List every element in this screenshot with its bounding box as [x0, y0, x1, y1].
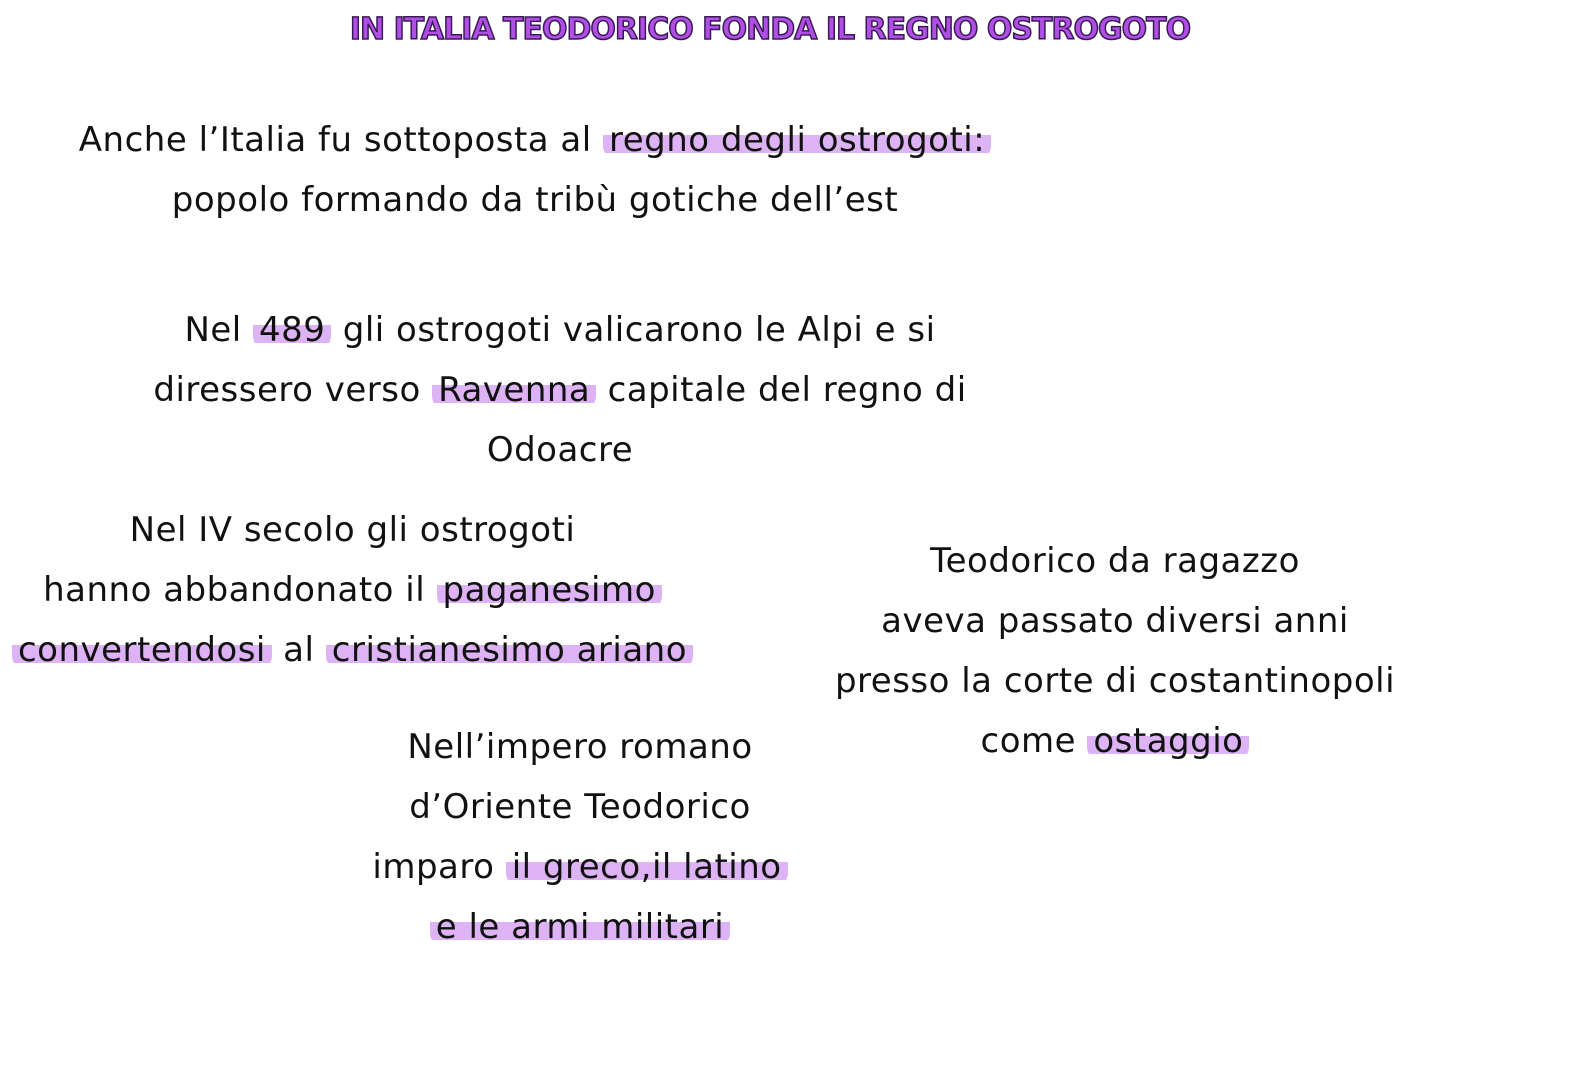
text-segment: come [980, 721, 1088, 761]
text-line [40, 110, 1030, 170]
highlighted-text: Ravenna [432, 370, 596, 410]
text-line: Nell’impero romano [407, 727, 753, 767]
text-segment: imparo [372, 847, 506, 887]
highlighted-text: regno degli ostrogoti: [603, 120, 991, 160]
text-line: aveva passato diversi anni [881, 601, 1349, 641]
text-segment: gli ostrogoti valicarono le Alpi e si [331, 310, 936, 350]
highlighted-text: paganesimo [437, 570, 662, 610]
text-line [340, 837, 820, 897]
text-line [100, 300, 1020, 360]
highlighted-text: e le armi militari [430, 907, 731, 947]
page-title: IN ITALIA TEODORICO FONDA IL REGNO OSTROGOTO [349, 12, 1191, 47]
text-line [340, 897, 820, 957]
paragraph-489-alpi [100, 300, 1020, 480]
text-line [0, 560, 705, 620]
highlighted-text: 489 [253, 310, 331, 350]
text-line: Teodorico da ragazzo [930, 541, 1300, 581]
text-line: presso la corte di costantinopoli [834, 661, 1396, 701]
text-line: d’Oriente Teodorico [409, 787, 751, 827]
text-segment: Anche l’Italia fu sottoposta al [78, 120, 604, 160]
text-segment: diressero verso [153, 370, 433, 410]
paragraph-impero-oriente [340, 717, 820, 957]
text-segment: hanno abbandonato il [43, 570, 437, 610]
text-line [100, 360, 1020, 420]
text-line: Odoacre [486, 430, 634, 470]
text-line [805, 711, 1425, 771]
highlighted-text: convertendosi [12, 630, 272, 670]
text-segment: Nel [184, 310, 254, 350]
paragraph-cristianesimo [0, 500, 705, 680]
highlighted-text: il greco,il latino [506, 847, 788, 887]
highlighted-text: cristianesimo ariano [326, 630, 693, 670]
text-line: Nel IV secolo gli ostrogoti [129, 510, 576, 550]
text-line: popolo formando da tribù gotiche dell’est [171, 180, 899, 220]
highlighted-text: ostaggio [1087, 721, 1249, 761]
text-segment: capitale del regno di [596, 370, 967, 410]
text-line [0, 620, 705, 680]
paragraph-regno-ostrogoti [40, 110, 1030, 230]
text-segment: al [271, 630, 326, 670]
paragraph-teodorico-ragazzo [805, 531, 1425, 771]
